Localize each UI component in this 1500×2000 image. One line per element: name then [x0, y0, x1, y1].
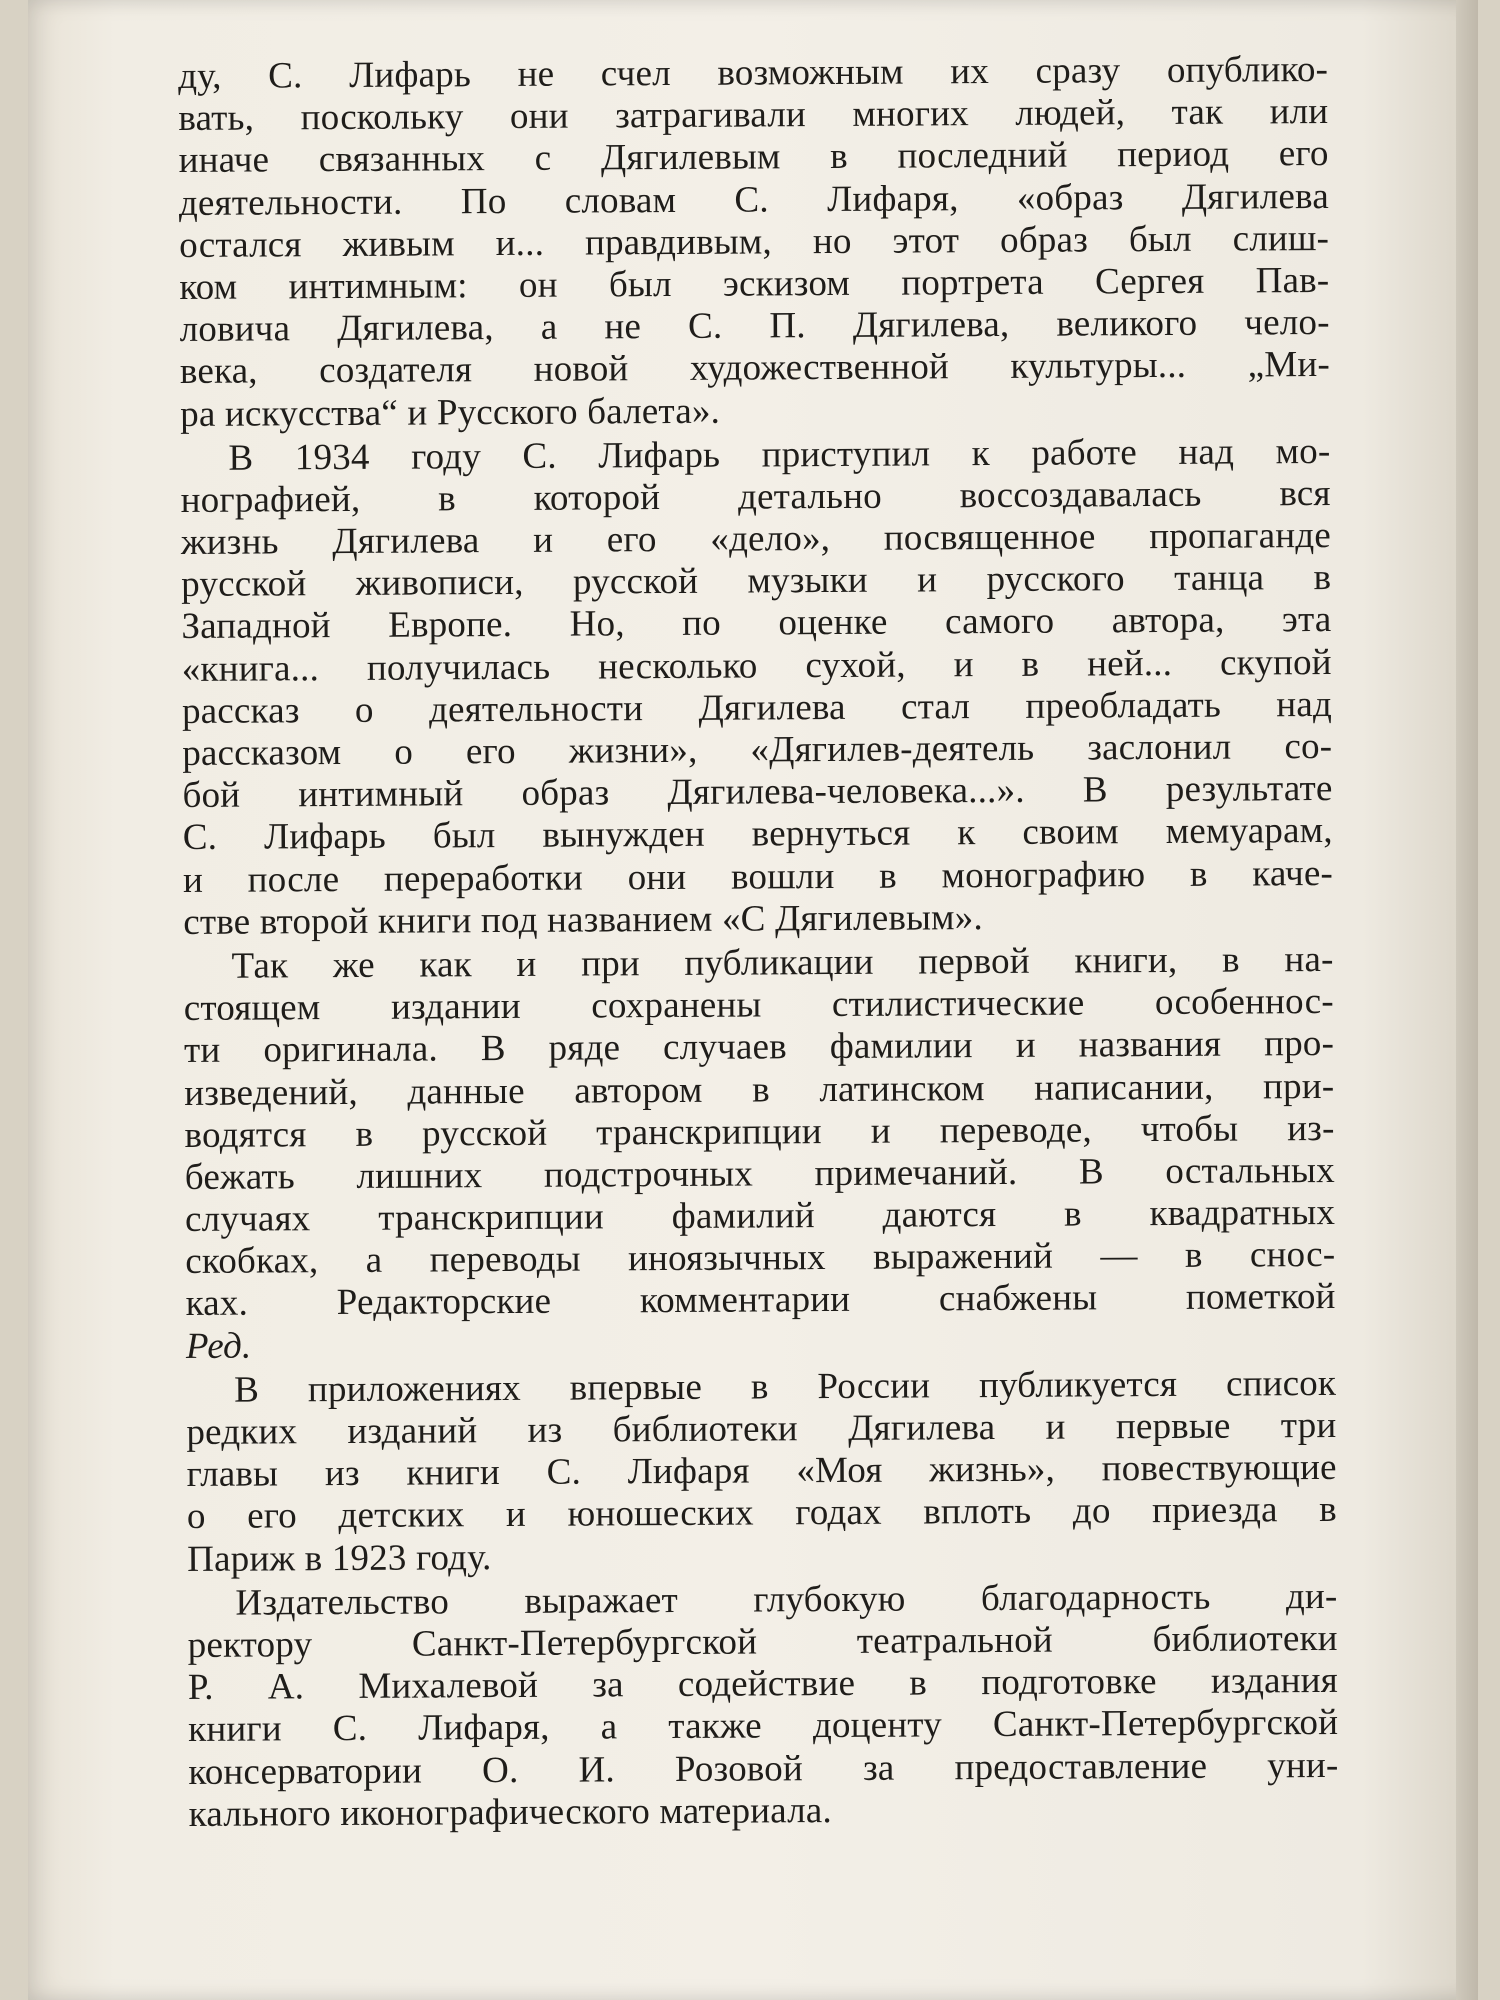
text-line: века, создателя новой художественной культуры... „Ми- [179, 344, 1331, 393]
text-line: ти оригинала. В ряде случаев фамилии и названия про- [183, 1023, 1335, 1072]
text-line: русской живописи, русской музыки и русского танца в [181, 557, 1332, 606]
text-line: кального иконографического материала. [188, 1789, 833, 1835]
paragraph-5 [187, 1576, 1339, 1836]
paragraph-1 [178, 49, 1330, 436]
text-line: деятельности. По словам С. Лифаря, «образ Дягилева [178, 175, 1330, 224]
text-line: ком интимным: он был эскизом портрета Сергея Пав- [179, 259, 1330, 308]
text-line: ректору Санкт-Петербургской театральной библиотеки [187, 1617, 1338, 1666]
text-line: Ред. [185, 1325, 252, 1367]
text-line: ра искусства“ и Русского балета». [180, 390, 721, 435]
text-line: скобках, а переводы иноязычных выражений — в снос- [185, 1234, 1336, 1283]
text-line: книги С. Лифаря, а также доценту Санкт-Петербургской [188, 1702, 1339, 1751]
text-line: консерватории О. И. Розовой за предоставление уни- [188, 1744, 1339, 1793]
text-line: стоящем издании сохранены стилистические особеннос- [183, 981, 1334, 1030]
text-line: изведений, данные автором в латинском написании, при- [184, 1065, 1335, 1114]
text-line: С. Лифарь был вынужден вернуться к своим мемуарам, [182, 810, 1333, 859]
text-line: ках. Редакторские комментарии снабжены пометкой [185, 1276, 1336, 1325]
body-text [178, 49, 1339, 1836]
text-line: рассказом о его жизни», «Дягилев-деятель заслонил со- [182, 725, 1333, 774]
book-page [28, 0, 1478, 2000]
text-line: стве второй книги под названием «С Дягилевым». [183, 896, 983, 943]
text-line: Париж в 1923 году. [187, 1536, 492, 1580]
text-line: случаях транскрипции фамилий даются в квадратных [184, 1192, 1336, 1241]
text-line: и после переработки они вошли в монографию в каче- [182, 852, 1334, 901]
text-line: бой интимный образ Дягилева-человека...». В результате [182, 768, 1333, 817]
text-line: ду, С. Лифарь не счел возможным их сразу опублико- [178, 48, 1329, 97]
text-line: о его детских и юношеских годах вплоть до приезда в [186, 1489, 1338, 1538]
text-line: Р. А. Михалевой за содействие в подготовке издания [187, 1660, 1339, 1709]
text-line: вать, поскольку они затрагивали многих людей, так или [178, 91, 1329, 140]
text-line: редких изданий из библиотеки Дягилева и первые три [186, 1404, 1337, 1453]
text-line: водятся в русской транскрипции и переводе, чтобы из- [184, 1107, 1335, 1156]
text-line: жизнь Дягилева и его «дело», посвященное пропаганде [180, 515, 1332, 564]
text-line: ловича Дягилева, а не С. П. Дягилева, великого чело- [179, 302, 1330, 351]
paragraph-4 [186, 1363, 1337, 1581]
text-line: Западной Европе. Но, по оценке самого автора, эта [181, 599, 1332, 648]
text-line: Так же как и при публикации первой книги, в на- [231, 938, 1334, 987]
page-edge [1456, 0, 1478, 2000]
text-line: главы из книги С. Лифаря «Моя жизнь», повествующие [186, 1447, 1337, 1496]
paragraph-3 [183, 939, 1336, 1368]
text-line: рассказ о деятельности Дягилева стал преобладать над [181, 683, 1333, 732]
text-line: В приложениях впервые в России публикуется список [234, 1362, 1337, 1411]
text-line: Издательство выражает глубокую благодарность ди- [235, 1575, 1338, 1624]
text-line: В 1934 году С. Лифарь приступил к работе над мо- [228, 430, 1331, 479]
text-line: нографией, в которой детально воссоздавалась вся [180, 472, 1331, 521]
text-line: иначе связанных с Дягилевым в последний период его [178, 133, 1329, 182]
text-line: бежать лишних подстрочных примечаний. В остальных [184, 1149, 1335, 1198]
paragraph-2 [180, 431, 1333, 944]
text-line: «книга... получилась несколько сухой, и в ней... скупой [181, 641, 1332, 690]
text-line: остался живым и... правдивым, но этот образ был слиш- [179, 217, 1330, 266]
